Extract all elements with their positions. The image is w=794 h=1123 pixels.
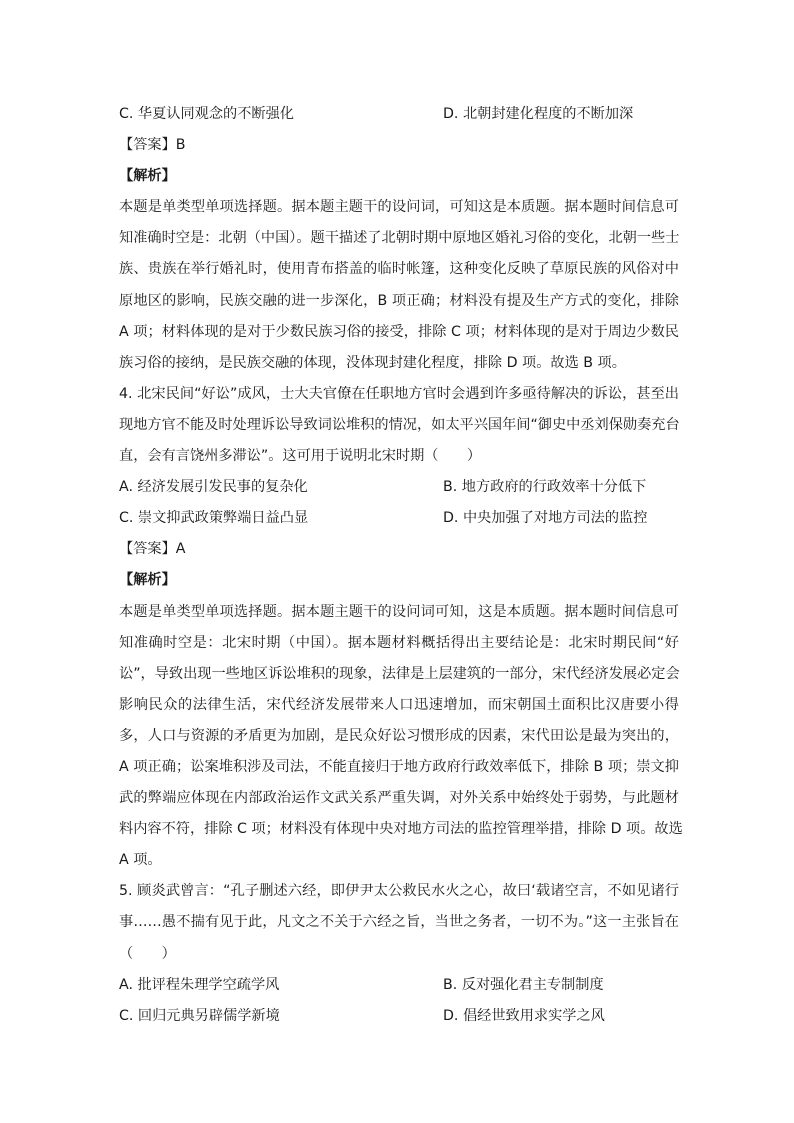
q4-stem-line: 4. 北宋民间“好讼”成风，士大夫官僚在任职地方官时会遇到许多亟待解决的诉讼，甚至出 — [119, 385, 679, 402]
q4-option-c: C. 崇文抑武政策弊端日益凸显 — [119, 510, 309, 527]
q3-options-row-2 — [119, 99, 679, 130]
q3-analysis-line: 知准确时空是：北朝（中国）。题干描述了北朝时期中原地区婚礼习俗的变化，北朝一些士 — [119, 230, 680, 247]
q4-analysis-line: 影响民众的法律生活，宋代经济发展带来人口迅速增加，而宋朝国土面积比汉唐要小得 — [119, 696, 679, 713]
q4-option-a: A. 经济发展引发民事的复杂化 — [119, 479, 308, 496]
q3-analysis-line: 本题是单类型单项选择题。据本题主题干的设问词，可知这是本质题。据本题时间信息可 — [119, 199, 679, 216]
q5-stem-line: 5. 顾炎武曾言：“孔子删述六经，即伊尹太公救民水火之心，故曰‘载诸空言，不如见诸行 — [119, 883, 679, 900]
q4-analysis-line: 多，人口与资源的矛盾更为加剧，是民众好讼习惯形成的因素，宋代田讼是最为突出的， — [119, 727, 679, 744]
q4-option-d: D. 中央加强了对地方司法的监控 — [443, 510, 648, 527]
q4-analysis-line: 武的弊端应体现在内部政治运作文武关系严重失调，对外关系中始终处于弱势，与此题材 — [119, 790, 679, 807]
q5-options-row-1 — [119, 970, 679, 1001]
q4-option-b: B. 地方政府的行政效率十分低下 — [443, 479, 647, 496]
q3-analysis-line: 族习俗的接纳，是民族交融的体现，没体现封建化程度，排除 D 项。故选 B 项。 — [119, 354, 626, 371]
q4-analysis-line: A 项。 — [119, 852, 162, 869]
q4-analysis-line: 料内容不符，排除 C 项；材料没有体现中央对地方司法的监控管理举措，排除 D 项。故选 — [119, 821, 683, 838]
q4-analysis-line: 知准确时空是：北宋时期（中国）。据本题材料概括得出主要结论是：北宋时期民间“好 — [119, 634, 679, 651]
q4-options-row-1 — [119, 472, 679, 503]
q4-options-row-2 — [119, 503, 679, 534]
q4-answer: 【答案】A — [119, 541, 186, 558]
q5-option-c: C. 回归元典另辟儒学新境 — [119, 1007, 280, 1024]
q4-analysis-line: A 项正确；讼案堆积涉及司法，不能直接归于地方政府行政效率低下，排除 B 项；崇文抑 — [119, 758, 679, 775]
q5-option-d: D. 倡经世致用求实学之风 — [443, 1007, 605, 1024]
q5-option-a: A. 批评程朱理学空疏学风 — [119, 976, 280, 993]
q4-analysis-label: 【解析】 — [119, 572, 176, 589]
q3-analysis-line: A 项；材料体现的是对于少数民族习俗的接受，排除 C 项；材料体现的是对于周边少数民 — [119, 323, 679, 340]
page-content — [119, 99, 683, 1032]
q3-option-d: D. 北朝封建化程度的不断加深 — [443, 106, 634, 122]
q3-answer: 【答案】B — [119, 137, 186, 154]
q4-analysis-line: 本题是单类型单项选择题。据本题主题干的设问词可知，这是本质题。据本题时间信息可 — [119, 603, 679, 620]
q5-options-row-2 — [119, 1001, 679, 1032]
q4-stem-line: 直，会有言饶州多滞讼”。这可用于说明北宋时期（ ） — [119, 448, 482, 465]
q5-option-b: B. 反对强化君主专制制度 — [443, 976, 604, 993]
q3-analysis-label: 【解析】 — [119, 168, 176, 185]
q4-analysis-line: 讼”，导致出现一些地区诉讼堆积的现象，法律是上层建筑的一部分，宋代经济发展必定会 — [119, 665, 680, 682]
q3-option-c: C. 华夏认同观念的不断强化 — [119, 106, 294, 122]
q3-analysis-line: 原地区的影响，民族交融的进一步深化，B 项正确；材料没有提及生产方式的变化，排除 — [119, 292, 679, 309]
q5-stem-line: （ ） — [119, 945, 176, 962]
q4-stem-line: 现地方官不能及时处理诉讼导致词讼堆积的情况，如太平兴国年间“御史中丞刘保勋奏充台 — [119, 416, 680, 433]
q3-analysis-line: 族、贵族在举行婚礼时，使用青布搭盖的临时帐篷，这种变化反映了草原民族的风俗对中 — [119, 261, 679, 278]
q5-stem-line: 事……愚不揣有见于此，凡文之不关于六经之旨，当世之务者，一切不为。”这一主张旨在 — [119, 914, 679, 931]
